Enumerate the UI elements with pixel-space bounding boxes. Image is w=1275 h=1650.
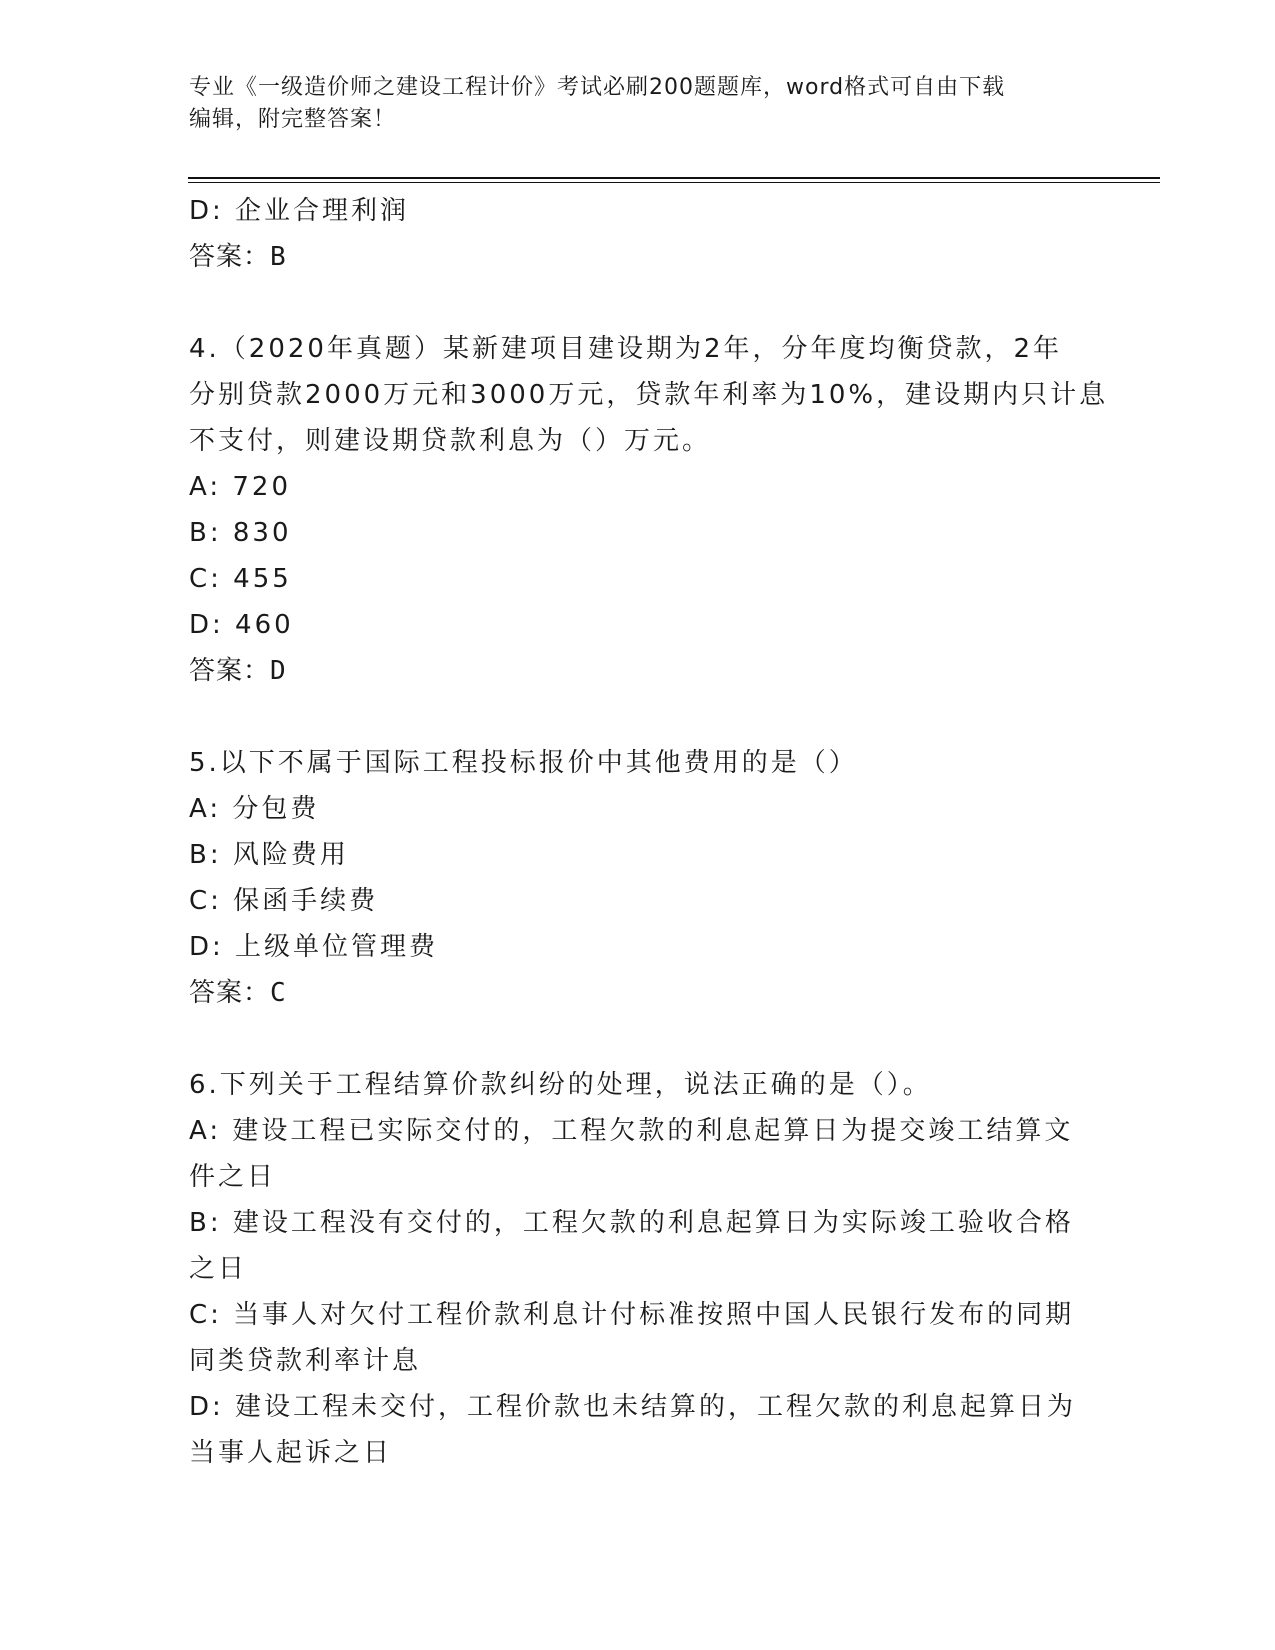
option-b-line: B: 建设工程没有交付的，工程欠款的利息起算日为实际竣工验收合格 (189, 1208, 1074, 1238)
answer-line: 答案：D (189, 656, 287, 686)
header-divider-top (188, 177, 1160, 179)
document-header (189, 72, 1079, 136)
option-c: C: 保函手续费 (189, 886, 379, 916)
option-b-line: 之日 (189, 1254, 248, 1284)
question-5 (189, 740, 1089, 1016)
option-a-line: 件之日 (189, 1162, 277, 1192)
option-c-line: 同类贷款利率计息 (189, 1346, 422, 1376)
question-4 (189, 326, 1109, 694)
option-d: D: 460 (189, 610, 294, 640)
spacer (189, 280, 1089, 326)
answer-line: 答案：B (189, 242, 287, 272)
answer-line: 答案：C (189, 978, 287, 1008)
document-body (189, 188, 1109, 1476)
option-c: C: 455 (189, 564, 292, 594)
option-d: D: 企业合理利润 (189, 196, 410, 226)
option-d-line: D: 建设工程未交付，工程价款也未结算的，工程欠款的利息起算日为 (189, 1392, 1077, 1422)
option-b: B: 风险费用 (189, 840, 349, 870)
question-stem: 6.下列关于工程结算价款纠纷的处理，说法正确的是（）。 (189, 1070, 932, 1100)
header-line-1: 专业《一级造价师之建设工程计价》考试必刷200题题库，word格式可自由下载 (189, 75, 1006, 100)
option-b: B: 830 (189, 518, 292, 548)
option-d: D: 上级单位管理费 (189, 932, 439, 962)
spacer (189, 694, 1089, 740)
option-a: A: 分包费 (189, 794, 320, 824)
spacer (189, 1016, 1089, 1062)
previous-question-tail (189, 188, 1089, 280)
question-stem-line: 不支付，则建设期贷款利息为（）万元。 (189, 426, 712, 456)
option-c-line: C: 当事人对欠付工程价款利息计付标准按照中国人民银行发布的同期 (189, 1300, 1075, 1330)
header-divider-bottom (188, 182, 1160, 183)
question-stem: 5.以下不属于国际工程投标报价中其他费用的是（） (189, 748, 858, 778)
option-a: A: 720 (189, 472, 291, 502)
option-a-line: A: 建设工程已实际交付的，工程欠款的利息起算日为提交竣工结算文 (189, 1116, 1074, 1146)
question-stem-line: 4.（2020年真题）某新建项目建设期为2年，分年度均衡贷款，2年 (189, 334, 1063, 364)
header-line-2: 编辑，附完整答案！ (189, 107, 397, 132)
question-stem-line: 分别贷款2000万元和3000万元，贷款年利率为10%，建设期内只计息 (189, 380, 1109, 410)
option-d-line: 当事人起诉之日 (189, 1438, 393, 1468)
question-6 (189, 1062, 1089, 1476)
